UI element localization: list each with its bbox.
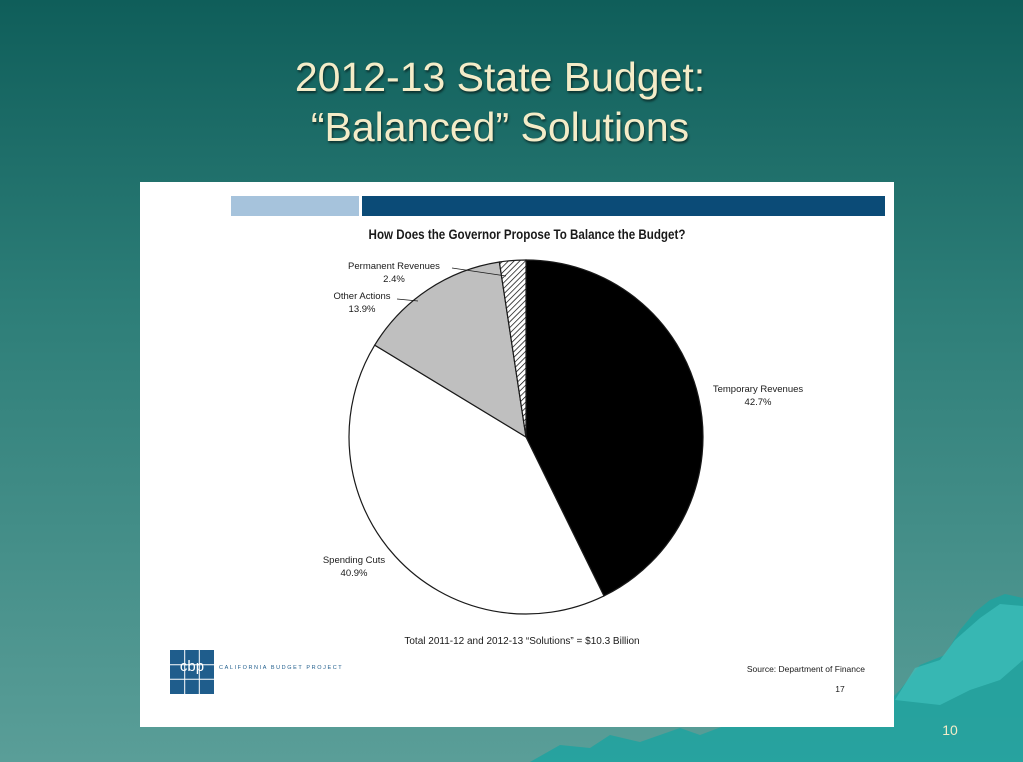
- footnote: Total 2011-12 and 2012-13 “Solutions” = $10.3 Billion: [404, 636, 640, 647]
- slice-value-label: 40.9%: [340, 568, 368, 579]
- figure-page-number: 17: [835, 684, 845, 694]
- slice-label: Temporary Revenues: [712, 384, 804, 395]
- logo-text: cbp: [179, 658, 205, 675]
- slice-value-label: 42.7%: [744, 397, 772, 408]
- slide-title-line-1: 2012-13 State Budget:: [294, 54, 706, 100]
- slide-title: [0, 52, 1000, 152]
- chart-title: How Does the Governor Propose To Balance the Budget?: [368, 227, 686, 243]
- pie-slices: [349, 260, 703, 614]
- header-bar-dark: [362, 196, 885, 216]
- slide-title-line-2: “Balanced” Solutions: [310, 104, 690, 150]
- slice-label: Other Actions: [333, 291, 391, 302]
- org-name: CALIFORNIA BUDGET PROJECT: [219, 665, 344, 671]
- slice-label: Spending Cuts: [322, 555, 386, 566]
- pie-chart: [140, 182, 894, 727]
- slice-value-label: 13.9%: [348, 304, 376, 315]
- source-note: Source: Department of Finance: [746, 664, 865, 674]
- chart-panel: [140, 182, 894, 727]
- slice-value-label: 2.4%: [383, 274, 405, 285]
- slice-label: Permanent Revenues: [348, 261, 440, 272]
- slide-page-number: 10: [942, 722, 958, 738]
- cbp-logo: [170, 650, 214, 694]
- header-bar-light: [231, 196, 359, 216]
